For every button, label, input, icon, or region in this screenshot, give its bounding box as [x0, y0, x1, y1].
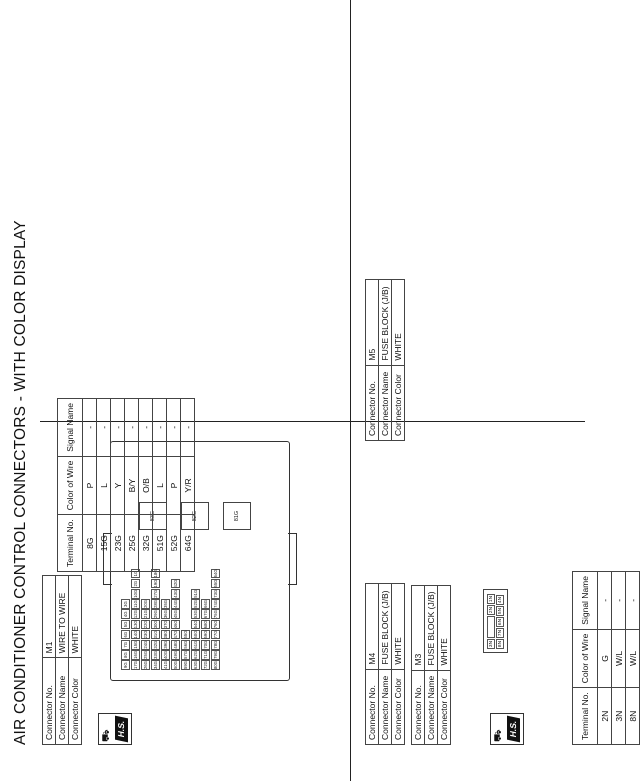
- pin-cell: 4N: [498, 596, 503, 604]
- signal-name: -: [97, 399, 111, 457]
- car-icon: ⛟: [101, 729, 112, 742]
- terminal-row: [626, 572, 640, 745]
- pin-cell: 51G: [193, 589, 198, 598]
- terminal-no: 51G: [153, 515, 167, 572]
- pin-cell: 68G: [203, 620, 208, 629]
- pin-cell: 19G: [153, 579, 158, 588]
- pin-gap: [487, 616, 495, 638]
- pin-cell: 50G: [173, 661, 178, 669]
- signal-name: -: [111, 399, 125, 457]
- wire-color: W/L: [612, 629, 626, 688]
- terminal-row: [612, 572, 626, 745]
- label-connector-name: Connector Name: [425, 670, 438, 744]
- pin-cell: 23G: [143, 630, 148, 639]
- terminal-no: 64G: [181, 515, 195, 572]
- pin-cell: 9G: [123, 662, 128, 668]
- terminal-row: [83, 399, 97, 572]
- m3-terminal-rows: [598, 572, 640, 745]
- terminal-no: 2N: [598, 688, 612, 745]
- pin-cell: 41G: [163, 661, 168, 669]
- label-connector-name: Connector Name: [56, 658, 69, 745]
- m5-connector-no: M5: [366, 280, 379, 366]
- pin-cell: 2G: [133, 580, 138, 587]
- signal-name: -: [181, 399, 195, 457]
- m4-connector-no: M4: [366, 584, 379, 670]
- m1-pin-row: [201, 548, 210, 670]
- pin-cell: 16G: [133, 650, 138, 659]
- wire-color: L: [97, 456, 111, 515]
- pin-cell: 60G: [193, 630, 198, 639]
- terminal-row: [125, 399, 139, 572]
- pin-cell: 42G: [173, 579, 178, 588]
- wire-color: P: [167, 456, 181, 515]
- pin-cell: 24G: [143, 640, 148, 649]
- pin-cell: 37G: [163, 620, 168, 629]
- pin-cell: 29G: [153, 610, 158, 619]
- m3-connector-no: M3: [412, 586, 425, 671]
- pin-cell: 57G: [183, 650, 188, 659]
- pin-cell: 6G: [123, 631, 128, 638]
- m3-pin-row: [496, 593, 504, 649]
- pin-cell: 8G: [123, 652, 128, 658]
- terminal-no: 8N: [626, 688, 640, 745]
- pin-cell: 77G: [213, 630, 218, 639]
- terminal-row: [153, 399, 167, 572]
- color-of-wire-header: Color of Wire: [58, 456, 83, 515]
- pin-cell: 27G: [153, 589, 158, 598]
- pin-cell: 18G: [153, 569, 158, 578]
- pin-cell: 10G: [133, 589, 138, 598]
- m1-big-pin: 82G: [181, 502, 209, 530]
- terminal-row: [111, 399, 125, 572]
- label-connector-name: Connector Name: [379, 365, 392, 440]
- pin-cell: 56G: [183, 640, 188, 649]
- signal-name-header: Signal Name: [573, 572, 598, 630]
- pin-cell: 32G: [153, 640, 158, 649]
- m1-big-pin: 81G: [223, 502, 251, 530]
- terminal-no-header: Terminal No.: [573, 688, 598, 745]
- connector-m4-info: [365, 583, 405, 745]
- label-connector-no: Connector No.: [366, 365, 379, 440]
- pin-cell: 13G: [133, 620, 138, 629]
- pin-cell: 17G: [133, 661, 138, 669]
- m1-connector-color: WHITE: [69, 576, 82, 658]
- pin-cell: 4G: [123, 611, 128, 618]
- pin-cell: 72G: [203, 661, 208, 669]
- terminal-row: [167, 399, 181, 572]
- pin-cell: 1G: [133, 570, 138, 577]
- pin-cell: 11G: [133, 600, 138, 608]
- pin-cell: 21G: [143, 610, 148, 619]
- terminal-row: [139, 399, 153, 572]
- pin-cell: 66G: [203, 599, 208, 608]
- signal-name: -: [612, 572, 626, 630]
- pin-cell: 3N: [489, 640, 494, 648]
- connector-m1-info: [42, 575, 82, 745]
- terminal-no: 23G: [111, 515, 125, 572]
- wire-color: B/Y: [125, 456, 139, 515]
- signal-name: -: [626, 572, 640, 630]
- pin-cell: 46G: [173, 620, 178, 629]
- wire-color: O/B: [139, 456, 153, 515]
- pin-cell: 33G: [153, 650, 158, 659]
- label-connector-color: Connector Color: [392, 365, 405, 440]
- connector-m3-info: [411, 585, 451, 745]
- pin-cell: 78G: [213, 640, 218, 649]
- m3-terminal-table: [572, 571, 640, 745]
- page-title: AIR CONDITIONER CONTROL CONNECTORS - WITH COLOR DISPLAY: [12, 220, 29, 745]
- signal-name: -: [125, 399, 139, 457]
- pin-cell: 31G: [153, 630, 158, 639]
- terminal-no: 15G: [97, 515, 111, 572]
- pin-cell: 39G: [163, 640, 168, 649]
- pin-cell: 59G: [183, 661, 188, 669]
- pin-cell: 3G: [123, 601, 128, 607]
- signal-name: -: [153, 399, 167, 457]
- pin-cell: 49G: [173, 650, 178, 659]
- label-connector-name: Connector Name: [379, 669, 392, 744]
- m5-connector-name: FUSE BLOCK (J/B): [379, 280, 392, 366]
- pin-cell: 55G: [183, 630, 188, 639]
- horizontal-divider: [350, 0, 351, 781]
- connector-m5-info: [365, 279, 405, 441]
- pin-cell: 5G: [123, 621, 128, 628]
- m1-pin-row: [211, 548, 220, 670]
- pin-cell: 14G: [133, 630, 138, 639]
- m3-connector-color: WHITE: [438, 586, 451, 671]
- pin-cell: 36G: [163, 610, 168, 619]
- pin-cell: 40G: [163, 650, 168, 659]
- color-of-wire-header: Color of Wire: [573, 629, 598, 688]
- label-connector-color: Connector Color: [392, 669, 405, 744]
- signal-name: -: [598, 572, 612, 630]
- pin-cell: 80G: [213, 661, 218, 669]
- pin-cell: 64G: [213, 569, 218, 578]
- pin-cell: 38G: [163, 630, 168, 639]
- terminal-row: [598, 572, 612, 745]
- wire-color: L: [153, 456, 167, 515]
- m1-big-pin: 83G: [139, 502, 167, 530]
- label-connector-color: Connector Color: [438, 670, 451, 744]
- pin-cell: 71G: [203, 650, 208, 659]
- pin-cell: 47G: [173, 630, 178, 639]
- terminal-no-header: Terminal No.: [58, 515, 83, 572]
- pin-cell: 69G: [203, 630, 208, 639]
- terminal-row: [97, 399, 111, 572]
- hs-badge: H.S.: [507, 716, 520, 743]
- m1-connector-no: M1: [43, 576, 56, 658]
- pin-cell: 54G: [193, 620, 198, 629]
- pin-cell: 5N: [498, 607, 503, 615]
- pin-cell: 76G: [213, 620, 218, 629]
- label-connector-no: Connector No.: [43, 658, 56, 745]
- pin-cell: 48G: [173, 640, 178, 649]
- pin-cell: 8N: [498, 640, 503, 648]
- terminal-no: 8G: [83, 515, 97, 572]
- m3-hs-icon: [490, 713, 524, 745]
- pin-cell: 12G: [133, 610, 138, 619]
- pin-cell: 20G: [143, 599, 148, 608]
- pin-cell: 34G: [153, 661, 158, 669]
- terminal-no: 52G: [167, 515, 181, 572]
- pin-cell: 61G: [193, 640, 198, 649]
- pin-cell: 7N: [498, 629, 503, 637]
- pin-cell: 7G: [123, 642, 128, 648]
- pin-cell: 2N: [489, 606, 494, 614]
- label-connector-color: Connector Color: [69, 658, 82, 745]
- pin-cell: 22G: [143, 620, 148, 629]
- m3-pin-row: [487, 593, 495, 649]
- terminal-row: [181, 399, 195, 572]
- pin-cell: 79G: [213, 650, 218, 659]
- signal-name-header: Signal Name: [58, 399, 83, 457]
- pin-cell: 26G: [143, 661, 148, 669]
- car-icon: ⛟: [493, 729, 504, 742]
- pin-cell: 65G: [213, 579, 218, 588]
- m1-hs-icon: [98, 713, 132, 745]
- pin-cell: 45G: [173, 610, 178, 619]
- label-connector-no: Connector No.: [412, 670, 425, 744]
- signal-name: -: [167, 399, 181, 457]
- pin-cell: 63G: [193, 661, 198, 669]
- m1-terminal-table: [57, 398, 195, 572]
- wire-color: Y: [111, 456, 125, 515]
- pin-cell: 25G: [143, 650, 148, 659]
- m1-connector-name: WIRE TO WIRE: [56, 576, 69, 658]
- pin-cell: 75G: [213, 610, 218, 619]
- terminal-no: 25G: [125, 515, 139, 572]
- m4-connector-color: WHITE: [392, 584, 405, 670]
- pin-cell: 30G: [153, 620, 158, 629]
- pin-cell: 62G: [193, 650, 198, 659]
- terminal-no: 32G: [139, 515, 153, 572]
- m1-latch-bottom: [288, 533, 297, 585]
- m1-terminal-rows: [83, 399, 195, 572]
- pin-cell: 43G: [173, 589, 178, 598]
- pin-cell: 74G: [213, 599, 218, 608]
- pin-cell: 73G: [213, 589, 218, 598]
- wire-color: Y/R: [181, 456, 195, 515]
- m3-pin-face: [483, 589, 508, 653]
- pin-cell: 6N: [498, 618, 503, 626]
- pin-cell: 44G: [173, 599, 178, 608]
- wire-color: G: [598, 629, 612, 688]
- pin-cell: 67G: [203, 610, 208, 619]
- hs-badge: H.S.: [115, 716, 128, 743]
- signal-name: -: [139, 399, 153, 457]
- pin-cell: 1N: [489, 595, 494, 603]
- pin-cell: 15G: [133, 640, 138, 649]
- m3-connector-name: FUSE BLOCK (J/B): [425, 586, 438, 671]
- m4-connector-name: FUSE BLOCK (J/B): [379, 584, 392, 670]
- terminal-no: 3N: [612, 688, 626, 745]
- pin-cell: 35G: [163, 599, 168, 608]
- wire-color: P: [83, 456, 97, 515]
- pin-cell: 70G: [203, 640, 208, 649]
- pin-cell: 52G: [193, 599, 198, 608]
- pin-cell: 28G: [153, 599, 158, 608]
- signal-name: -: [83, 399, 97, 457]
- m5-connector-color: WHITE: [392, 280, 405, 366]
- label-connector-no: Connector No.: [366, 669, 379, 744]
- pin-cell: 53G: [193, 610, 198, 619]
- wire-color: W/L: [626, 629, 640, 688]
